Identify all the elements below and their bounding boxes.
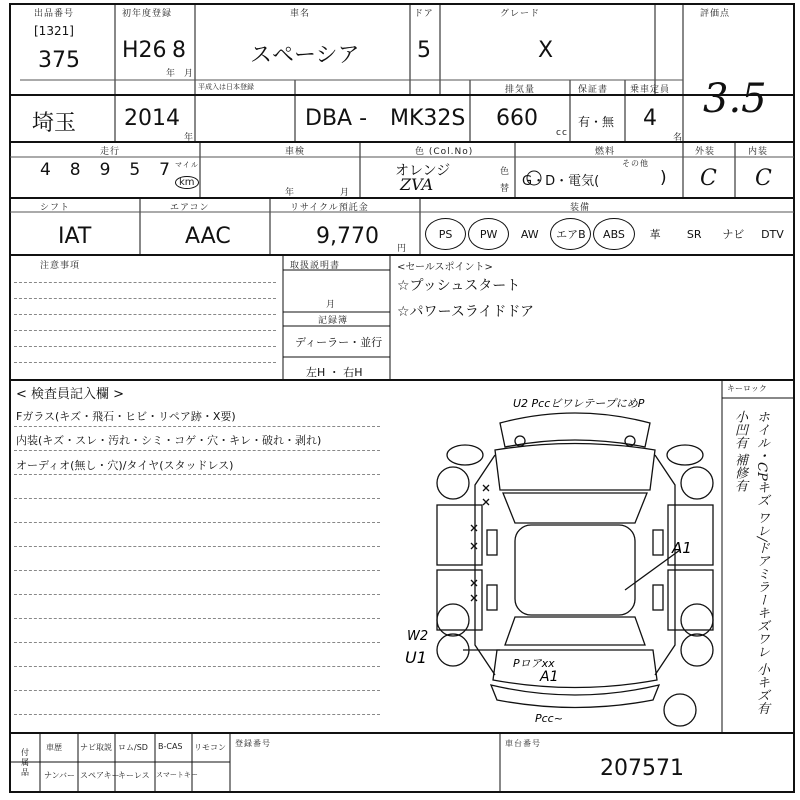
inspection-month-unit: 月	[340, 188, 351, 198]
mileage-digit: 4	[40, 160, 51, 180]
diagram-bottom-note: Pcc~	[535, 712, 563, 725]
footer-label: ナビ取説	[80, 743, 112, 752]
registration-number-label: 登録番号	[235, 739, 271, 748]
inspector-title: < 検査員記入欄 >	[16, 387, 125, 402]
auction-number-label: 出品番号	[34, 9, 75, 19]
equipment-label-text: PS	[438, 227, 453, 241]
color-code: ZVA	[400, 175, 434, 194]
fuel-options: G・D・電気(	[522, 174, 600, 189]
equipment-label-text: DTV	[761, 227, 784, 241]
mileage-digit: 9	[99, 160, 111, 180]
equipment-item	[550, 218, 591, 250]
year-unit: 年	[166, 69, 177, 79]
displacement: 660	[496, 106, 538, 131]
import-note: 平成入は日本登録	[198, 83, 254, 91]
fuel-other-label: その他	[622, 159, 649, 168]
score-value: 3.5	[703, 76, 767, 122]
seats-label: 乗車定員	[630, 85, 671, 95]
warranty-value: 有・無	[578, 115, 615, 129]
mileage-digits	[40, 160, 170, 194]
footer-label: スマートキー	[156, 771, 198, 779]
manual-month-unit: 月	[326, 300, 337, 310]
seats-value: 4	[643, 106, 657, 131]
model-prefix: DBA -	[305, 106, 368, 131]
cc-unit: cc	[556, 128, 568, 138]
yen-unit: 円	[397, 244, 408, 254]
inspector-line-interior: 内装(キズ・スレ・汚れ・シミ・コゲ・穴・キレ・破れ・剥れ)	[16, 434, 322, 447]
grade-value: X	[538, 38, 554, 63]
footer-label: スペアキー	[80, 771, 120, 780]
shift-label: シフト	[40, 203, 71, 213]
equipment-item	[510, 216, 549, 252]
car-name: スペーシア	[250, 43, 360, 68]
year-ad: 2014	[124, 106, 180, 131]
mile-unit: マイル	[175, 161, 199, 169]
diagram-rear-note-1: Pロアxx	[513, 657, 555, 670]
displacement-label: 排気量	[505, 85, 536, 95]
mileage-digit: 8	[69, 160, 81, 180]
frame-number: 207571	[600, 756, 684, 781]
recycle-label: リサイクル預託金	[290, 203, 369, 213]
equipment-item	[714, 216, 753, 252]
exterior-grade: C	[700, 166, 717, 191]
diagram-top-note: U2 PccビワレテープにめP	[513, 397, 645, 410]
record-label: 記録簿	[318, 316, 349, 326]
warranty-label: 保証書	[578, 85, 609, 95]
mileage-digit: 7	[159, 160, 170, 180]
seats-unit: 名	[673, 133, 684, 143]
sales-point: ☆パワースライドドア	[397, 304, 535, 320]
sales-point: ☆プッシュスタート	[397, 278, 521, 294]
diagram-left-mark-1: W2	[407, 629, 429, 644]
equipment-label-text: ABS	[603, 227, 625, 241]
equipment-label-text: AW	[520, 227, 539, 241]
aircon-value: AAC	[185, 224, 231, 249]
interior-label: 内装	[748, 147, 769, 157]
lot-number: 375	[38, 48, 80, 73]
equipment-row	[424, 216, 792, 252]
km-unit: km	[175, 176, 199, 189]
inspector-line-audio: オーディオ(無し・穴)/タイヤ(スタッドレス)	[16, 459, 234, 472]
manual-label: 取扱説明書	[290, 261, 341, 271]
equipment-label-text: ナビ	[722, 228, 745, 241]
frame-number-label: 車台番号	[505, 739, 541, 748]
grade-label: グレード	[500, 9, 541, 19]
diagram-right-mark: A1	[672, 539, 692, 557]
sales-label: <セールスポイント>	[397, 262, 493, 273]
color-name: オレンジ	[395, 163, 451, 179]
car-diagram	[405, 395, 725, 730]
exterior-label: 外装	[695, 147, 716, 157]
interior-grade: C	[755, 166, 772, 191]
equipment-item	[593, 218, 634, 250]
era-year: H26	[122, 38, 167, 63]
first-registration-label: 初年度登録	[122, 9, 173, 19]
equipment-item	[675, 216, 714, 252]
side-damage-note: ホイル・CPキズ ワレ/ドアミラーキズワレ 小キズ有 小凹有 補修有	[732, 410, 769, 715]
footer-label: 車歴	[46, 743, 62, 752]
footer-side-label: 付属品	[20, 747, 30, 778]
color-change-label-2: 替	[500, 184, 511, 194]
recycle-value: 9,770	[316, 224, 379, 249]
equipment-item	[468, 218, 509, 250]
mileage-label: 走行	[100, 147, 121, 157]
car-name-label: 車名	[290, 9, 311, 19]
gasoline-circle	[526, 170, 542, 186]
equipment-label-text: SR	[686, 227, 702, 241]
equipment-item	[425, 218, 466, 250]
doors-label: ドア	[414, 9, 434, 19]
footer-label: リモコン	[194, 743, 226, 752]
steering-value: 左H ・ 右H	[306, 366, 363, 379]
equipment-label-text: PW	[479, 227, 498, 241]
fuel-close: )	[660, 168, 667, 188]
equipment-item	[636, 216, 675, 252]
model-code: MK32S	[390, 106, 466, 131]
footer-label: B-CAS	[158, 742, 183, 751]
caution-label: 注意事項	[40, 261, 81, 271]
shift-value: IAT	[58, 224, 92, 249]
inspection-year-unit: 年	[285, 188, 296, 198]
diagram-left-mark-2: U1	[405, 648, 427, 667]
aircon-label: エアコン	[170, 203, 210, 213]
mileage-digit: 5	[129, 160, 141, 180]
inspection-label: 車検	[285, 147, 306, 157]
inspector-line-glass: Fガラス(キズ・飛石・ヒビ・リペア跡・X要)	[16, 410, 236, 423]
month-unit: 月	[184, 69, 195, 79]
equipment-label: 装備	[570, 203, 591, 213]
doors-value: 5	[417, 38, 431, 63]
equipment-label-text: エアB	[556, 228, 586, 241]
diagram-rear-note-2: A1	[540, 669, 559, 685]
record-value: ディーラー・並行	[295, 336, 383, 349]
color-label: 色 (Col.No)	[415, 147, 474, 157]
footer-label: ナンバー	[44, 771, 76, 780]
lot-prefix: [1321]	[34, 24, 74, 38]
footer-label: キーレス	[118, 771, 150, 780]
score-label: 評価点	[700, 9, 731, 19]
equipment-label-text: 革	[649, 228, 661, 241]
year-ad-unit: 年	[184, 133, 195, 143]
region: 埼玉	[32, 111, 77, 136]
footer-label: ロム/SD	[118, 743, 148, 752]
color-change-label-1: 色	[500, 167, 511, 177]
equipment-item	[753, 216, 792, 252]
registration-month: 8	[172, 38, 186, 63]
key-lock-label: キーロック	[727, 384, 767, 393]
fuel-label: 燃料	[595, 147, 616, 157]
